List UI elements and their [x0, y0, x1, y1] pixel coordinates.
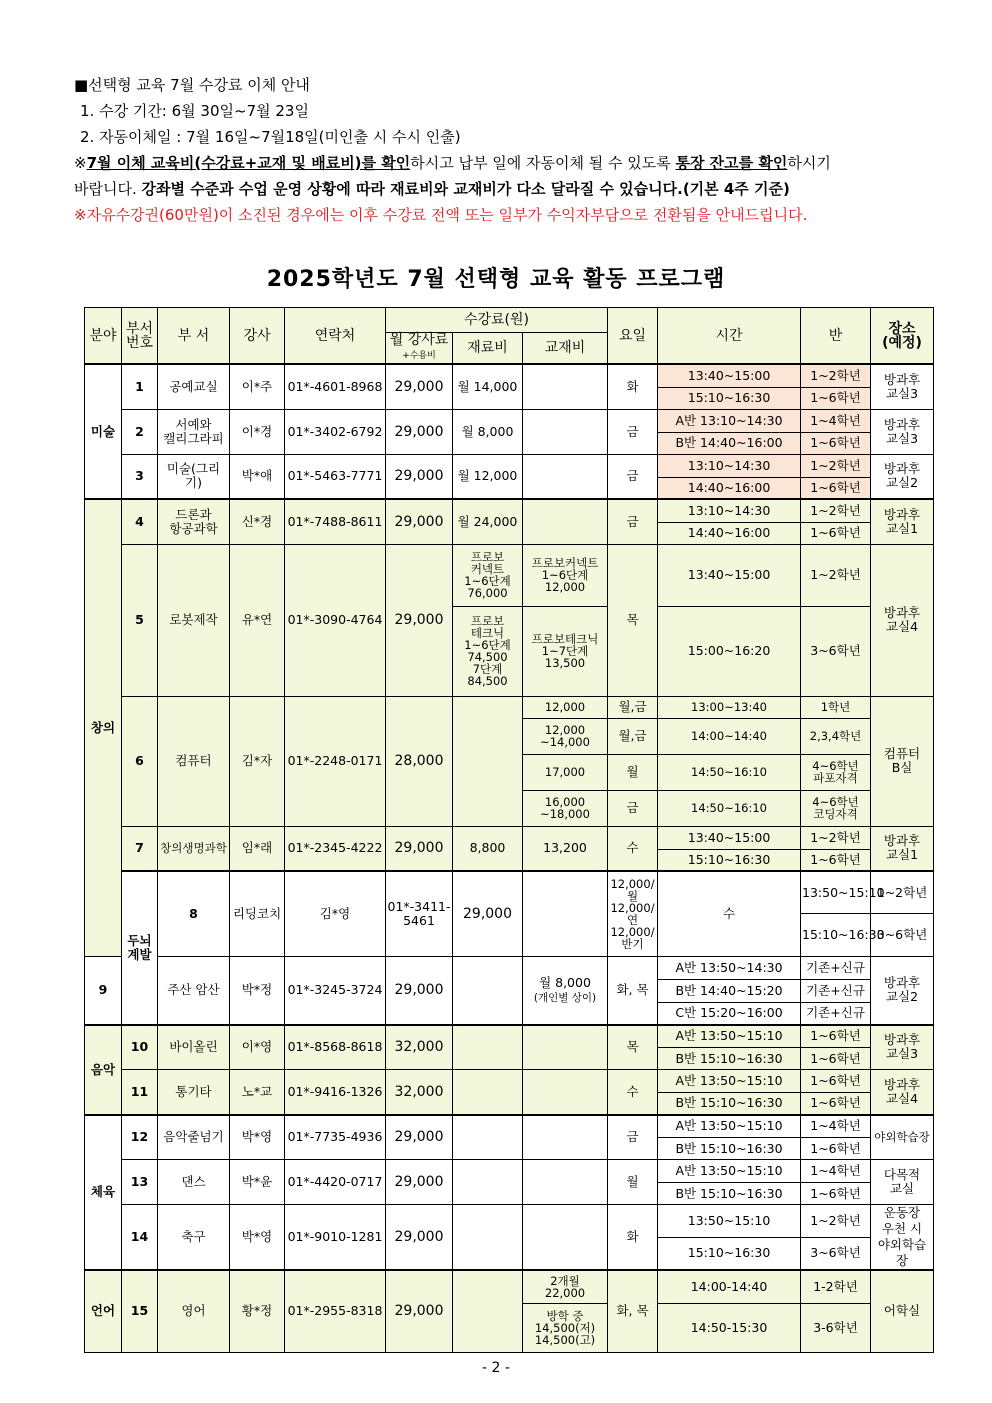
header-day: 요일 — [608, 308, 658, 365]
program-table — [84, 307, 934, 1353]
place: 방과후 교실3 — [871, 1025, 934, 1070]
dept-no: 4 — [122, 499, 158, 544]
fee: 29,000 — [386, 826, 453, 871]
class: 1~6학년 — [801, 432, 871, 454]
day: 화 — [608, 1205, 658, 1271]
place: 방과후 교실1 — [871, 826, 934, 871]
dept-name: 축구 — [158, 1205, 230, 1271]
place: 다목적 교실 — [871, 1160, 934, 1205]
contact: 01*-3411-5461 — [386, 871, 453, 957]
textbook: 2개월 22,000 — [523, 1270, 608, 1303]
teacher: 황*정 — [230, 1270, 285, 1352]
time: A반 13:50~15:10 — [658, 1115, 801, 1138]
notice-title: ■선택형 교육 7월 수강료 이체 안내 — [74, 76, 310, 94]
header-monthly — [386, 333, 453, 365]
fee: 32,000 — [386, 1070, 453, 1115]
notice-line-3 — [74, 150, 954, 176]
dept-no: 3 — [122, 454, 158, 499]
notice-text: 하시고 납부 일에 자동이체 될 수 있도록 — [410, 154, 676, 172]
day: 수 — [608, 826, 658, 871]
notice-emphasis-2: 통장 잔고를 확인 — [675, 154, 788, 172]
dept-name: 주산 암산 — [158, 957, 230, 1025]
textbook — [523, 409, 608, 454]
textbook: 프로보테크닉 1~7단계 13,500 — [523, 606, 608, 696]
time: 13:50~15:10 — [801, 871, 871, 914]
dept-no: 14 — [122, 1205, 158, 1271]
class: 1~4학년 — [801, 409, 871, 432]
teacher: 박*정 — [230, 957, 285, 1025]
class: 1~6학년 — [801, 1093, 871, 1115]
class: 1~2학년 — [801, 826, 871, 849]
field-language: 언어 — [85, 1270, 122, 1352]
fee: 29,000 — [453, 871, 523, 957]
fee: 32,000 — [386, 1025, 453, 1070]
time: 14:50~16:10 — [658, 790, 801, 826]
textbook — [523, 499, 608, 544]
header-place: 장소 (예정) — [871, 308, 934, 365]
time: 13:50~15:10 — [658, 1205, 801, 1238]
material: 월 12,000 — [453, 454, 523, 499]
dept-name: 음악줄넘기 — [158, 1115, 230, 1160]
dept-no: 7 — [122, 826, 158, 871]
dept-no: 5 — [122, 544, 158, 696]
time: 15:00~16:20 — [658, 606, 801, 696]
textbook-note: (개인별 상이) — [533, 991, 597, 1004]
textbook — [523, 1115, 608, 1160]
textbook — [523, 957, 608, 1025]
header-class: 반 — [801, 308, 871, 365]
time: 14:40~16:00 — [658, 477, 801, 499]
day: 월,금 — [608, 718, 658, 754]
page-number: - 2 - — [482, 1360, 510, 1376]
time: A반 13:50~15:10 — [658, 1160, 801, 1183]
material: 프로보 테크닉 1~6단계 74,500 7단계 84,500 — [453, 606, 523, 696]
contact: 01*-2345-4222 — [285, 826, 386, 871]
place: 방과후 교실3 — [871, 409, 934, 454]
textbook: 16,000 ~18,000 — [523, 790, 608, 826]
contact: 01*-7735-4936 — [285, 1115, 386, 1160]
day: 목 — [608, 1025, 658, 1070]
day: 금 — [608, 409, 658, 454]
textbook — [523, 1205, 608, 1271]
teacher: 유*연 — [230, 544, 285, 696]
material — [453, 1115, 523, 1160]
contact: 01*-4420-0717 — [285, 1160, 386, 1205]
textbook — [523, 1160, 608, 1205]
time: 13:40~15:00 — [658, 544, 801, 606]
class: 2,3,4학년 — [801, 718, 871, 754]
class: 기존+신규 — [801, 1003, 871, 1025]
header-teacher: 강사 — [230, 308, 285, 365]
notice-line-4 — [74, 176, 954, 202]
class: 기존+신규 — [801, 957, 871, 980]
contact: 01*-9416-1326 — [285, 1070, 386, 1115]
class: 3-6학년 — [801, 1303, 871, 1352]
field-sports: 체육 — [85, 1115, 122, 1271]
textbook — [523, 364, 608, 409]
notice-emphasis-1: 7월 이체 교육비(수강료+교재 및 배료비)를 확인 — [86, 154, 411, 172]
time: 13:40~15:00 — [658, 826, 801, 849]
place: 방과후 교실1 — [871, 499, 934, 544]
dept-no: 6 — [122, 696, 158, 826]
notice-warning: ※자유수강권(60만원)이 소진된 경우에는 이후 수강료 전액 또는 일부가 수익자부담으로 전환됨을 안내드립니다. — [74, 206, 808, 224]
class: 4~6학년 코딩자격 — [801, 790, 871, 826]
dept-name: 리딩코치 — [230, 871, 285, 957]
header-dept: 부 서 — [158, 308, 230, 365]
material — [453, 1160, 523, 1205]
fee: 29,000 — [386, 1160, 453, 1205]
place: 야외학습장 — [871, 1115, 934, 1160]
header-fee: 수강료(원) — [386, 308, 608, 333]
field-music: 음악 — [85, 1025, 122, 1115]
header-monthly-sub: +수용비 — [402, 351, 436, 361]
dept-no: 1 — [122, 364, 158, 409]
material: 프로보 커넥트 1~6단계 76,000 — [453, 544, 523, 606]
header-field: 분야 — [85, 308, 122, 365]
contact: 01*-4601-8968 — [285, 364, 386, 409]
time: 15:10~16:30 — [801, 914, 871, 957]
class: 3~6학년 — [801, 606, 871, 696]
material: 월 14,000 — [453, 364, 523, 409]
notice-item-1: 1. 수강 기간: 6월 30일~7월 23일 — [80, 102, 309, 120]
dept-name: 서예와 캘리그라피 — [158, 409, 230, 454]
dept-name: 댄스 — [158, 1160, 230, 1205]
time: C반 15:20~16:00 — [658, 1003, 801, 1025]
class: 기존+신규 — [801, 980, 871, 1003]
fee: 29,000 — [386, 957, 453, 1025]
header-contact: 연락처 — [285, 308, 386, 365]
contact: 01*-5463-7771 — [285, 454, 386, 499]
material — [523, 871, 608, 957]
fee: 29,000 — [386, 409, 453, 454]
class: 4~6학년 파포자격 — [801, 754, 871, 790]
contact: 01*-3245-3724 — [285, 957, 386, 1025]
time: B반 15:10~16:30 — [658, 1183, 801, 1205]
page-title: 2025학년도 7월 선택형 교육 활동 프로그램 — [266, 267, 726, 292]
teacher: 이*영 — [230, 1025, 285, 1070]
fee: 29,000 — [386, 1205, 453, 1271]
time: 13:00~13:40 — [658, 696, 801, 718]
day: 목 — [608, 544, 658, 696]
day: 금 — [608, 790, 658, 826]
material: 8,800 — [453, 826, 523, 871]
class: 1~2학년 — [871, 871, 934, 914]
class: 1~6학년 — [801, 849, 871, 871]
dept-name: 영어 — [158, 1270, 230, 1352]
class: 3~6학년 — [871, 914, 934, 957]
time: 14:00-14:40 — [658, 1270, 801, 1303]
textbook: 12,000/월 12,000/연 12,000/반기 — [608, 871, 658, 957]
time: 13:10~14:30 — [658, 499, 801, 522]
teacher: 박*애 — [230, 454, 285, 499]
day: 수 — [608, 1070, 658, 1115]
time: 15:10~16:30 — [658, 849, 801, 871]
time: A반 13:10~14:30 — [658, 409, 801, 432]
day: 화, 목 — [608, 957, 658, 1025]
class: 1~6학년 — [801, 522, 871, 544]
dept-name: 로봇제작 — [158, 544, 230, 696]
class: 1~6학년 — [801, 1183, 871, 1205]
teacher: 노*교 — [230, 1070, 285, 1115]
class: 1~2학년 — [801, 499, 871, 522]
header-time: 시간 — [658, 308, 801, 365]
time: 13:10~14:30 — [658, 454, 801, 477]
dept-no: 9 — [85, 957, 122, 1025]
class: 1~2학년 — [801, 1205, 871, 1238]
day: 금 — [608, 1115, 658, 1160]
teacher: 박*영 — [230, 1115, 285, 1160]
material — [453, 1205, 523, 1271]
notice-mark: ※ — [74, 154, 87, 172]
teacher: 신*경 — [230, 499, 285, 544]
material — [453, 957, 523, 1025]
textbook: 12,000 — [523, 696, 608, 718]
fee: 29,000 — [386, 364, 453, 409]
field-art: 미술 — [85, 364, 122, 499]
class: 1~4학년 — [801, 1160, 871, 1183]
teacher: 이*주 — [230, 364, 285, 409]
dept-no: 11 — [122, 1070, 158, 1115]
contact: 01*-2248-0171 — [285, 696, 386, 826]
class: 1~6학년 — [801, 1138, 871, 1160]
contact: 01*-9010-1281 — [285, 1205, 386, 1271]
time: 15:10~16:30 — [658, 1237, 801, 1270]
header-textbook: 교재비 — [523, 333, 608, 365]
place: 방과후 교실4 — [871, 1070, 934, 1115]
place: 운동장 우천 시 야외학습장 — [871, 1205, 934, 1271]
contact: 01*-8568-8618 — [285, 1025, 386, 1070]
textbook: 13,200 — [523, 826, 608, 871]
teacher: 박*윤 — [230, 1160, 285, 1205]
teacher: 이*경 — [230, 409, 285, 454]
place: 방과후 교실2 — [871, 957, 934, 1025]
fee: 29,000 — [386, 544, 453, 696]
textbook — [523, 454, 608, 499]
fee: 29,000 — [386, 454, 453, 499]
class: 1~2학년 — [801, 454, 871, 477]
fee: 29,000 — [386, 499, 453, 544]
dept-name: 미술(그리기) — [158, 454, 230, 499]
day: 수 — [658, 871, 801, 957]
dept-name: 창의생명과학 — [158, 826, 230, 871]
material — [453, 1270, 523, 1352]
time: 14:40~16:00 — [658, 522, 801, 544]
class: 1~6학년 — [801, 387, 871, 409]
time: A반 13:50~14:30 — [658, 957, 801, 980]
textbook-value: 월 8,000 — [539, 974, 591, 990]
time: B반 15:10~16:30 — [658, 1138, 801, 1160]
time: 14:00~14:40 — [658, 718, 801, 754]
dept-no: 15 — [122, 1270, 158, 1352]
textbook — [523, 1070, 608, 1115]
textbook: 방학 중 14,500(저) 14,500(고) — [523, 1303, 608, 1352]
material: 월 8,000 — [453, 409, 523, 454]
class: 1~2학년 — [801, 364, 871, 387]
day: 월,금 — [608, 696, 658, 718]
dept-no: 12 — [122, 1115, 158, 1160]
day: 월 — [608, 1160, 658, 1205]
notice-item-2: 2. 자동이체일 : 7월 16일~7월18일(미인출 시 수시 인출) — [80, 128, 461, 146]
notice-text: 바랍니다. — [74, 180, 142, 198]
class: 1~6학년 — [801, 477, 871, 499]
contact: 01*-3402-6792 — [285, 409, 386, 454]
textbook: 17,000 — [523, 754, 608, 790]
material: 월 24,000 — [453, 499, 523, 544]
place: 방과후 교실3 — [871, 364, 934, 409]
class: 3~6학년 — [801, 1237, 871, 1270]
contact: 01*-7488-8611 — [285, 499, 386, 544]
field-brain: 두뇌 계발 — [122, 871, 158, 1025]
dept-name: 통기타 — [158, 1070, 230, 1115]
header-dept-no: 부서 번호 — [122, 308, 158, 365]
textbook: 12,000 ~14,000 — [523, 718, 608, 754]
place: 컴퓨터 B실 — [871, 696, 934, 826]
time: A반 13:50~15:10 — [658, 1025, 801, 1048]
time: B반 15:10~16:30 — [658, 1048, 801, 1070]
dept-no: 10 — [122, 1025, 158, 1070]
textbook — [523, 1025, 608, 1070]
time: B반 14:40~15:20 — [658, 980, 801, 1003]
place: 방과후 교실4 — [871, 544, 934, 696]
teacher: 박*영 — [230, 1205, 285, 1271]
time: A반 13:50~15:10 — [658, 1070, 801, 1093]
fee: 29,000 — [386, 1115, 453, 1160]
header-monthly-label: 월 강사료 — [389, 332, 449, 348]
contact: 01*-2955-8318 — [285, 1270, 386, 1352]
time: B반 15:10~16:30 — [658, 1093, 801, 1115]
dept-name: 드론과 항공과학 — [158, 499, 230, 544]
notice-emphasis-3: 강좌별 수준과 수업 운영 상황에 따라 재료비와 교재비가 다소 달라질 수 있습니다.(기본 4주 기준) — [141, 180, 790, 198]
fee: 29,000 — [386, 1270, 453, 1352]
notice-text: 하시기 — [787, 154, 831, 172]
day: 화 — [608, 364, 658, 409]
teacher: 김*자 — [230, 696, 285, 826]
place: 어학실 — [871, 1270, 934, 1352]
header-material: 재료비 — [453, 333, 523, 365]
time: 15:10~16:30 — [658, 387, 801, 409]
fee: 28,000 — [386, 696, 453, 826]
material — [453, 1025, 523, 1070]
notice-section — [74, 72, 954, 228]
day: 금 — [608, 454, 658, 499]
class: 1~6학년 — [801, 1070, 871, 1093]
day: 월 — [608, 754, 658, 790]
material — [453, 1070, 523, 1115]
dept-name: 공예교실 — [158, 364, 230, 409]
place: 방과후 교실2 — [871, 454, 934, 499]
dept-name: 바이올린 — [158, 1025, 230, 1070]
teacher: 임*래 — [230, 826, 285, 871]
class: 1~2학년 — [801, 544, 871, 606]
time: 14:50~16:10 — [658, 754, 801, 790]
textbook: 프로보커넥트 1~6단계 12,000 — [523, 544, 608, 606]
time: 14:50-15:30 — [658, 1303, 801, 1352]
teacher: 김*영 — [285, 871, 386, 957]
dept-no: 2 — [122, 409, 158, 454]
contact: 01*-3090-4764 — [285, 544, 386, 696]
class: 1-2학년 — [801, 1270, 871, 1303]
dept-name: 컴퓨터 — [158, 696, 230, 826]
dept-no: 13 — [122, 1160, 158, 1205]
time: 13:40~15:00 — [658, 364, 801, 387]
class: 1~4학년 — [801, 1115, 871, 1138]
dept-no: 8 — [158, 871, 230, 957]
day: 금 — [608, 499, 658, 544]
day: 화, 목 — [608, 1270, 658, 1352]
field-creative: 창의 — [85, 499, 122, 957]
class: 1학년 — [801, 696, 871, 718]
material — [453, 696, 523, 826]
class: 1~6학년 — [801, 1025, 871, 1048]
time: B반 14:40~16:00 — [658, 432, 801, 454]
class: 1~6학년 — [801, 1048, 871, 1070]
